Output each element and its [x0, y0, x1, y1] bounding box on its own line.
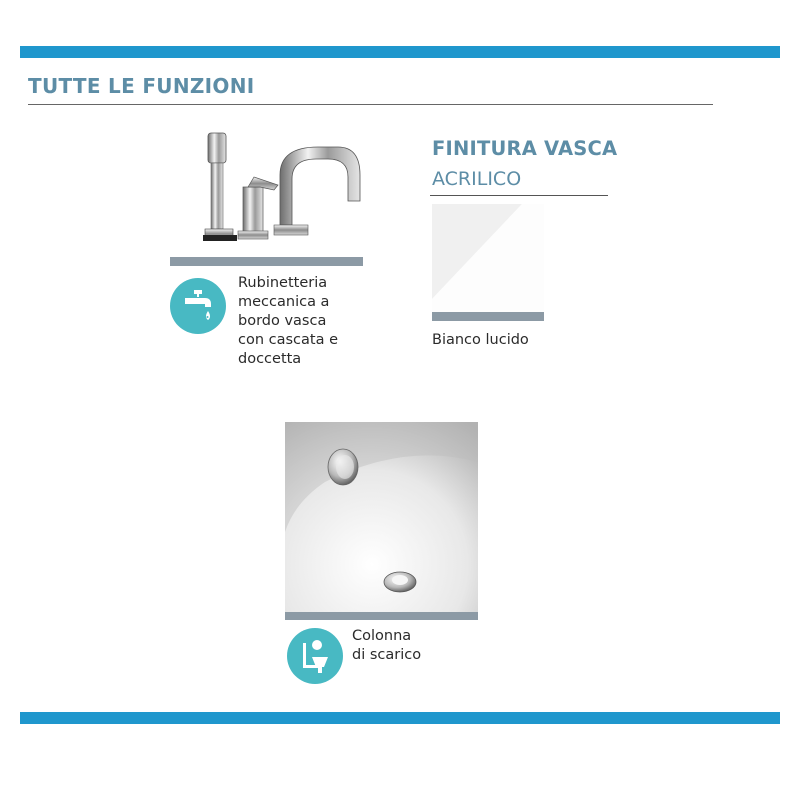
faucet-set-image — [188, 125, 368, 250]
section-title-rule — [28, 104, 713, 105]
swatch-caption-bar — [432, 312, 544, 321]
drain-feature-label: Colonna di scarico — [352, 628, 422, 663]
faucet-drop-icon — [170, 278, 226, 334]
section-title: TUTTE LE FUNZIONI — [28, 74, 255, 98]
finish-swatch-white — [432, 204, 544, 312]
finish-material: ACRILICO — [432, 168, 522, 190]
drain-column-icon — [287, 628, 343, 684]
faucet-caption-bar — [170, 257, 363, 266]
drain-caption-bar — [285, 612, 478, 620]
finish-title: FINITURA VASCA — [432, 137, 618, 160]
drain-column-image — [285, 422, 478, 612]
bottom-divider-bar — [20, 712, 780, 724]
faucet-feature-label: Rubinetteria meccanica a bordo vasca con cascata e doccetta — [238, 275, 339, 367]
finish-swatch-label: Bianco lucido — [432, 332, 529, 348]
finish-rule — [430, 195, 608, 196]
top-divider-bar — [20, 46, 780, 58]
